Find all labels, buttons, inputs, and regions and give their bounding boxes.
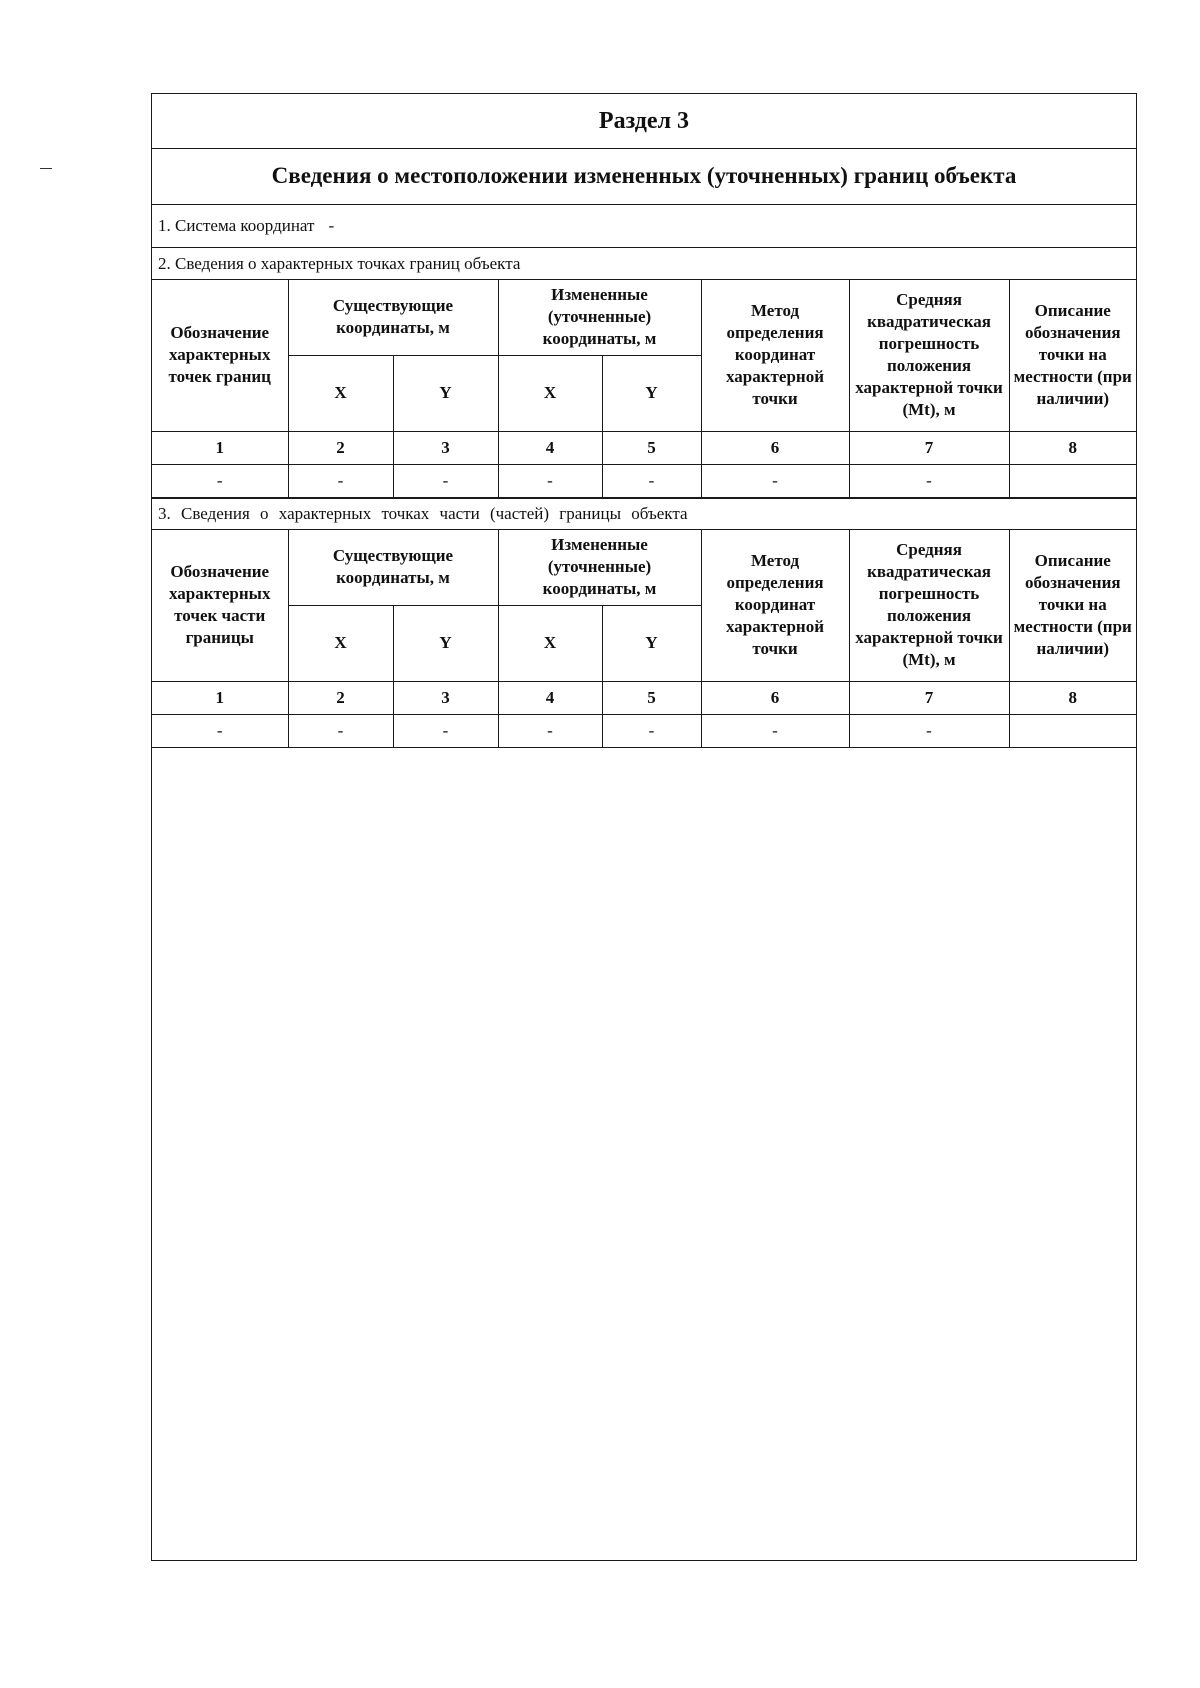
section2-header-row (152, 280, 1136, 355)
column-number: 7 (849, 431, 1009, 464)
cell-designation: - (152, 464, 288, 497)
section2-heading-text: 2. Сведения о характерных точках границ объекта (158, 253, 521, 273)
column-number: 7 (849, 681, 1009, 714)
section3-heading-text: 3. Сведения о характерных точках части (частей) границы объекта (158, 504, 688, 523)
section2-column-numbers (152, 431, 1136, 464)
cell-description (1009, 464, 1136, 497)
column-number: 8 (1009, 431, 1136, 464)
section-title: Раздел 3 (152, 94, 1136, 149)
header-existing-x: X (288, 355, 393, 431)
cell-existing-y: - (393, 464, 498, 497)
cell-mean-error: - (849, 464, 1009, 497)
blank-remainder (152, 747, 1136, 748)
margin-dash-mark (40, 168, 52, 169)
cell-existing-x: - (288, 464, 393, 497)
header-mean-error: Средняя квадратическая погрешность положения характерной точки (Mt), м (849, 530, 1009, 681)
cell-changed-x: - (498, 464, 602, 497)
section-subtitle: Сведения о местоположении измененных (уточненных) границ объекта (152, 148, 1136, 205)
section2-heading (152, 248, 1136, 280)
section-frame (151, 93, 1137, 1561)
header-description: Описание обозначения точки на местности (при наличии) (1009, 530, 1136, 681)
column-number: 1 (152, 431, 288, 464)
coord-system-label: 1. Система координат (158, 215, 315, 235)
column-number: 5 (602, 431, 701, 464)
section3-column-numbers (152, 681, 1136, 714)
column-number: 1 (152, 681, 288, 714)
column-number: 6 (701, 431, 849, 464)
header-method: Метод определения координат характерной точки (701, 530, 849, 681)
header-changed-x: X (498, 355, 602, 431)
cell-existing-y: - (393, 714, 498, 747)
column-number: 2 (288, 681, 393, 714)
coord-system-value: - (328, 215, 335, 235)
column-number: 3 (393, 431, 498, 464)
cell-mean-error: - (849, 714, 1009, 747)
section3-table (152, 530, 1136, 748)
coord-system-row (152, 204, 1136, 248)
column-number: 6 (701, 681, 849, 714)
cell-changed-y: - (602, 464, 701, 497)
section3-heading (152, 498, 1136, 530)
cell-changed-y: - (602, 714, 701, 747)
cell-method: - (701, 714, 849, 747)
section2-table (152, 280, 1136, 498)
header-existing-coords: Существующие координаты, м (288, 530, 498, 605)
header-changed-y: Y (602, 355, 701, 431)
cell-changed-x: - (498, 714, 602, 747)
column-number: 2 (288, 431, 393, 464)
cell-designation: - (152, 714, 288, 747)
cell-existing-x: - (288, 714, 393, 747)
header-changed-coords: Измененные (уточненные) координаты, м (498, 280, 701, 355)
cell-description (1009, 714, 1136, 747)
header-method: Метод определения координат характерной точки (701, 280, 849, 431)
header-changed-y: Y (602, 605, 701, 681)
section3-header-row (152, 530, 1136, 605)
header-designation: Обозначение характерных точек границ (152, 280, 288, 431)
table-row (152, 464, 1136, 497)
column-number: 8 (1009, 681, 1136, 714)
table-row (152, 714, 1136, 747)
header-changed-coords: Измененные (уточненные) координаты, м (498, 530, 701, 605)
header-description: Описание обозначения точки на местности (при наличии) (1009, 280, 1136, 431)
header-existing-y: Y (393, 355, 498, 431)
column-number: 3 (393, 681, 498, 714)
header-mean-error: Средняя квадратическая погрешность положения характерной точки (Mt), м (849, 280, 1009, 431)
column-number: 5 (602, 681, 701, 714)
header-existing-coords: Существующие координаты, м (288, 280, 498, 355)
header-existing-x: X (288, 605, 393, 681)
header-designation: Обозначение характерных точек части границы (152, 530, 288, 681)
column-number: 4 (498, 431, 602, 464)
column-number: 4 (498, 681, 602, 714)
cell-method: - (701, 464, 849, 497)
header-changed-x: X (498, 605, 602, 681)
header-existing-y: Y (393, 605, 498, 681)
